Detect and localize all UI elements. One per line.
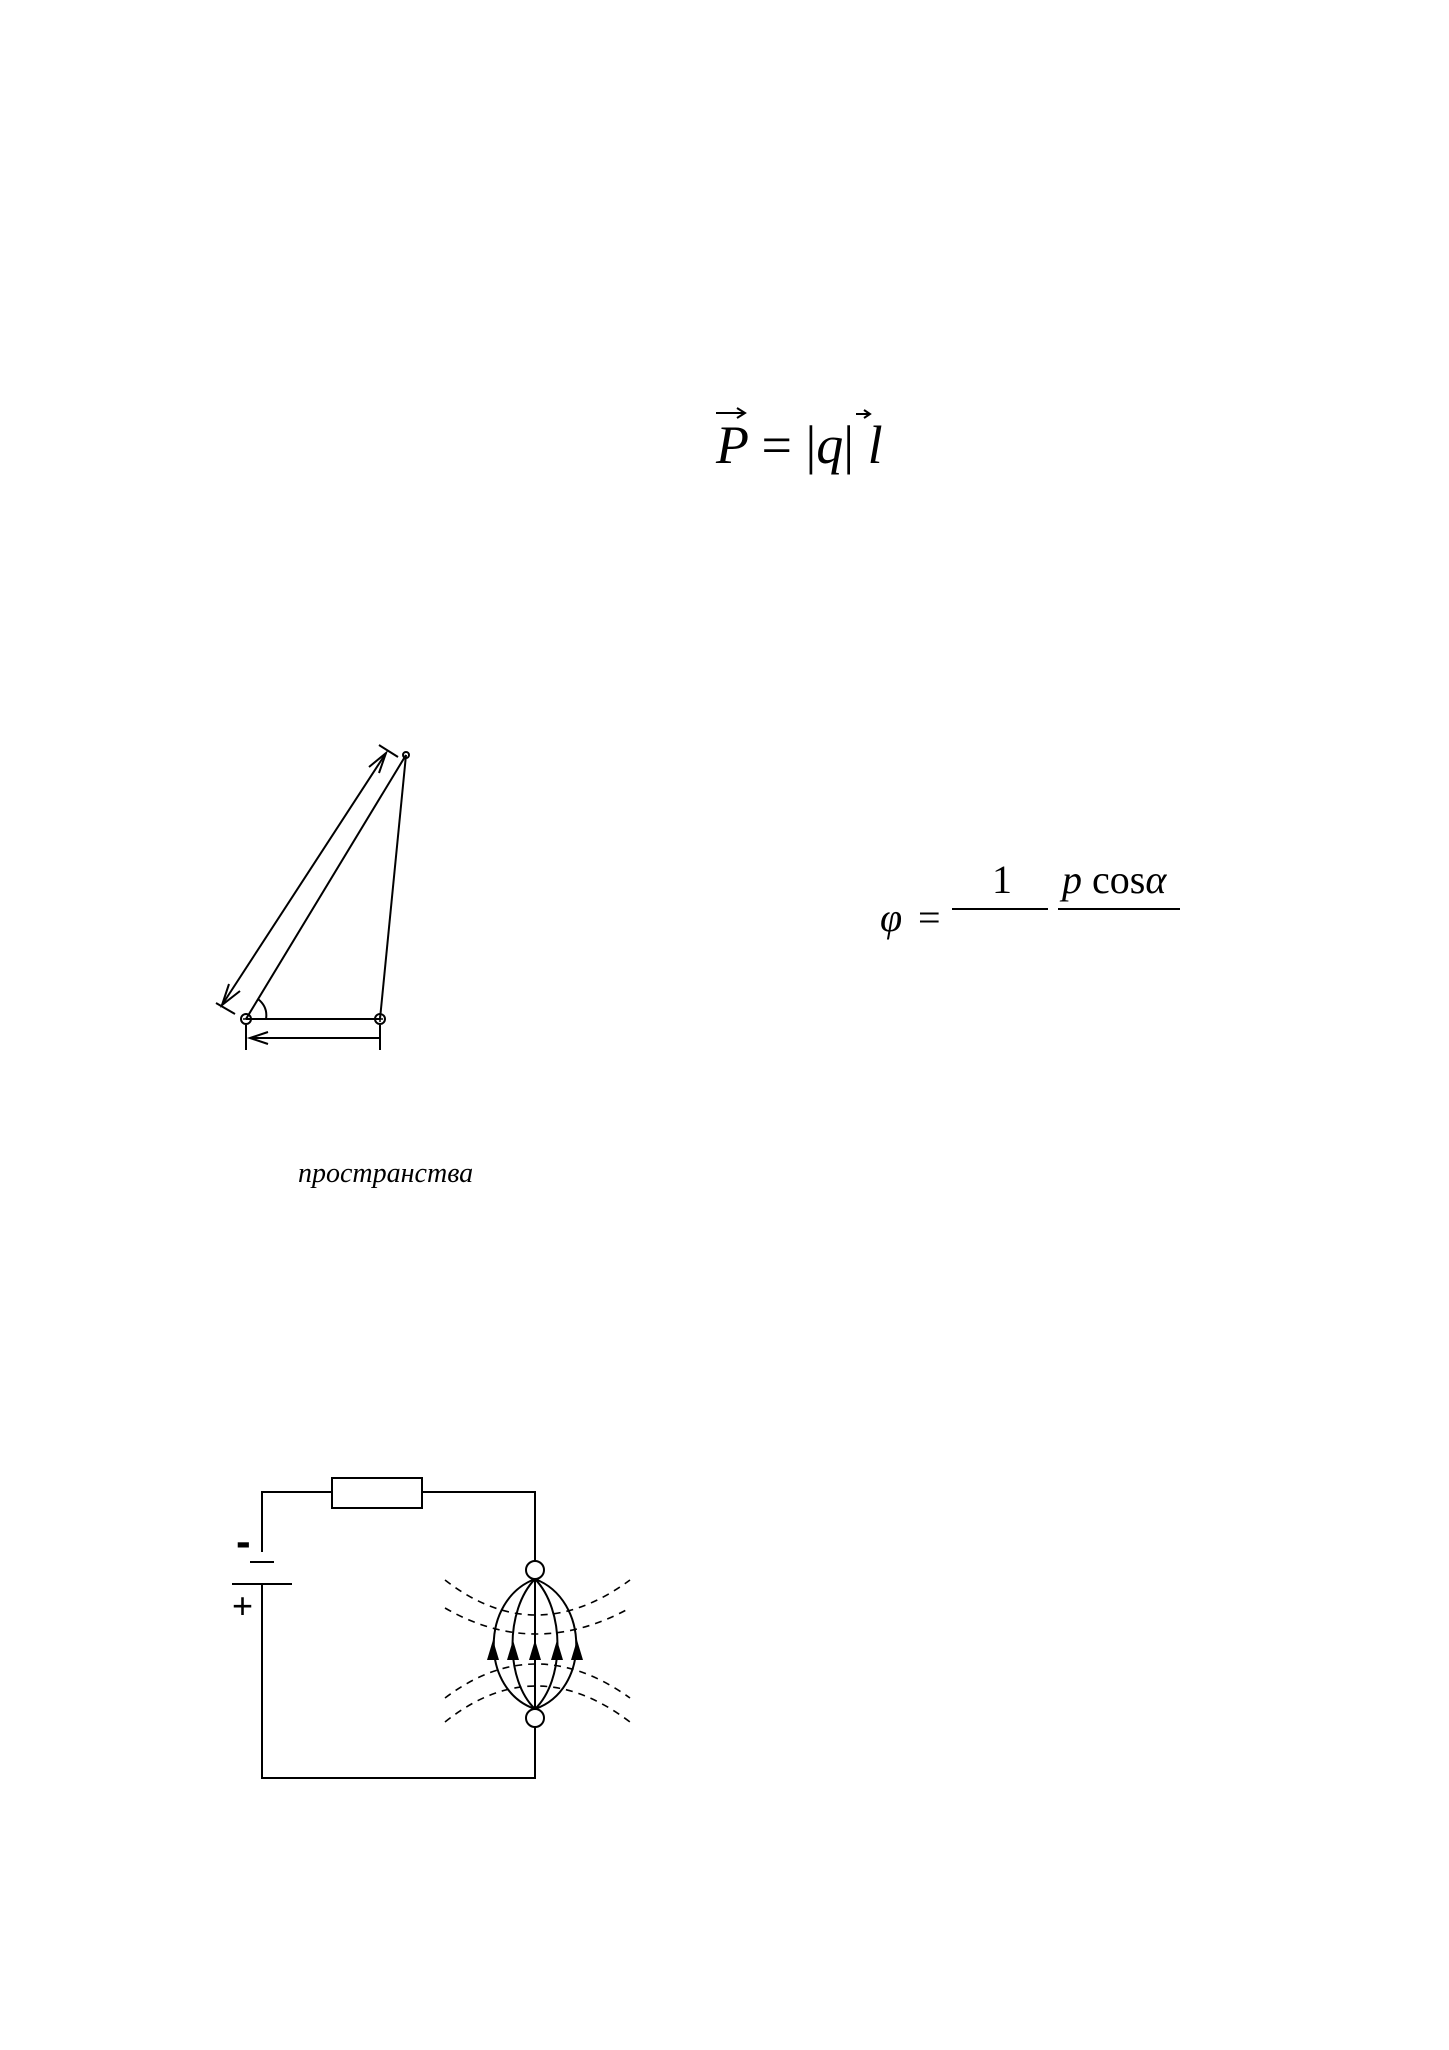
field-line-4 <box>535 1579 558 1709</box>
resistor <box>332 1478 422 1508</box>
wire-right-top <box>422 1492 535 1562</box>
electrode-bottom <box>526 1709 544 1727</box>
fraction-bar-2 <box>1058 908 1180 910</box>
angle-arc <box>258 999 266 1019</box>
abs-bar-left: | <box>805 415 817 475</box>
charge-right <box>375 1014 385 1024</box>
fraction-numerator-1: 1 <box>992 857 1012 902</box>
distance-arrow-line <box>222 753 386 1005</box>
observation-point <box>403 752 409 758</box>
field-line-1 <box>494 1579 535 1709</box>
side-right <box>380 755 406 1019</box>
wire-bottom <box>262 1600 535 1778</box>
fraction-bar-1 <box>952 908 1048 910</box>
equals-sign: = <box>761 415 792 475</box>
dipole-moment-formula <box>716 415 883 475</box>
base-arrowhead <box>250 1032 268 1044</box>
equipotential-lines <box>445 1580 630 1722</box>
vector-arrow-icon <box>714 405 748 421</box>
fraction-numerator-2: p cosα <box>1062 857 1167 902</box>
field-arrowheads <box>487 1640 583 1660</box>
abs-bar-right: | <box>843 415 855 475</box>
side-left <box>246 755 406 1019</box>
tick-top <box>379 745 398 757</box>
electrode-top <box>526 1561 544 1579</box>
charge-left <box>241 1014 251 1024</box>
length-vector-symbol: l <box>854 415 883 475</box>
figure-caption: пространства <box>298 1158 474 1189</box>
equals-sign: = <box>918 895 941 940</box>
arrowhead-bottom <box>222 984 240 1005</box>
dipole-moment-symbol: P <box>716 415 762 475</box>
battery-positive-label: + <box>232 1585 254 1626</box>
battery-negative-label: - <box>236 1517 251 1566</box>
vector-arrow-icon <box>854 407 872 421</box>
tick-bottom <box>216 1003 235 1014</box>
phi-symbol: φ <box>880 895 903 940</box>
wire-top <box>262 1492 332 1552</box>
field-line-2 <box>513 1579 536 1709</box>
charge-symbol: q <box>816 415 844 475</box>
arrowhead-top <box>369 753 386 773</box>
field-line-5 <box>535 1579 576 1709</box>
